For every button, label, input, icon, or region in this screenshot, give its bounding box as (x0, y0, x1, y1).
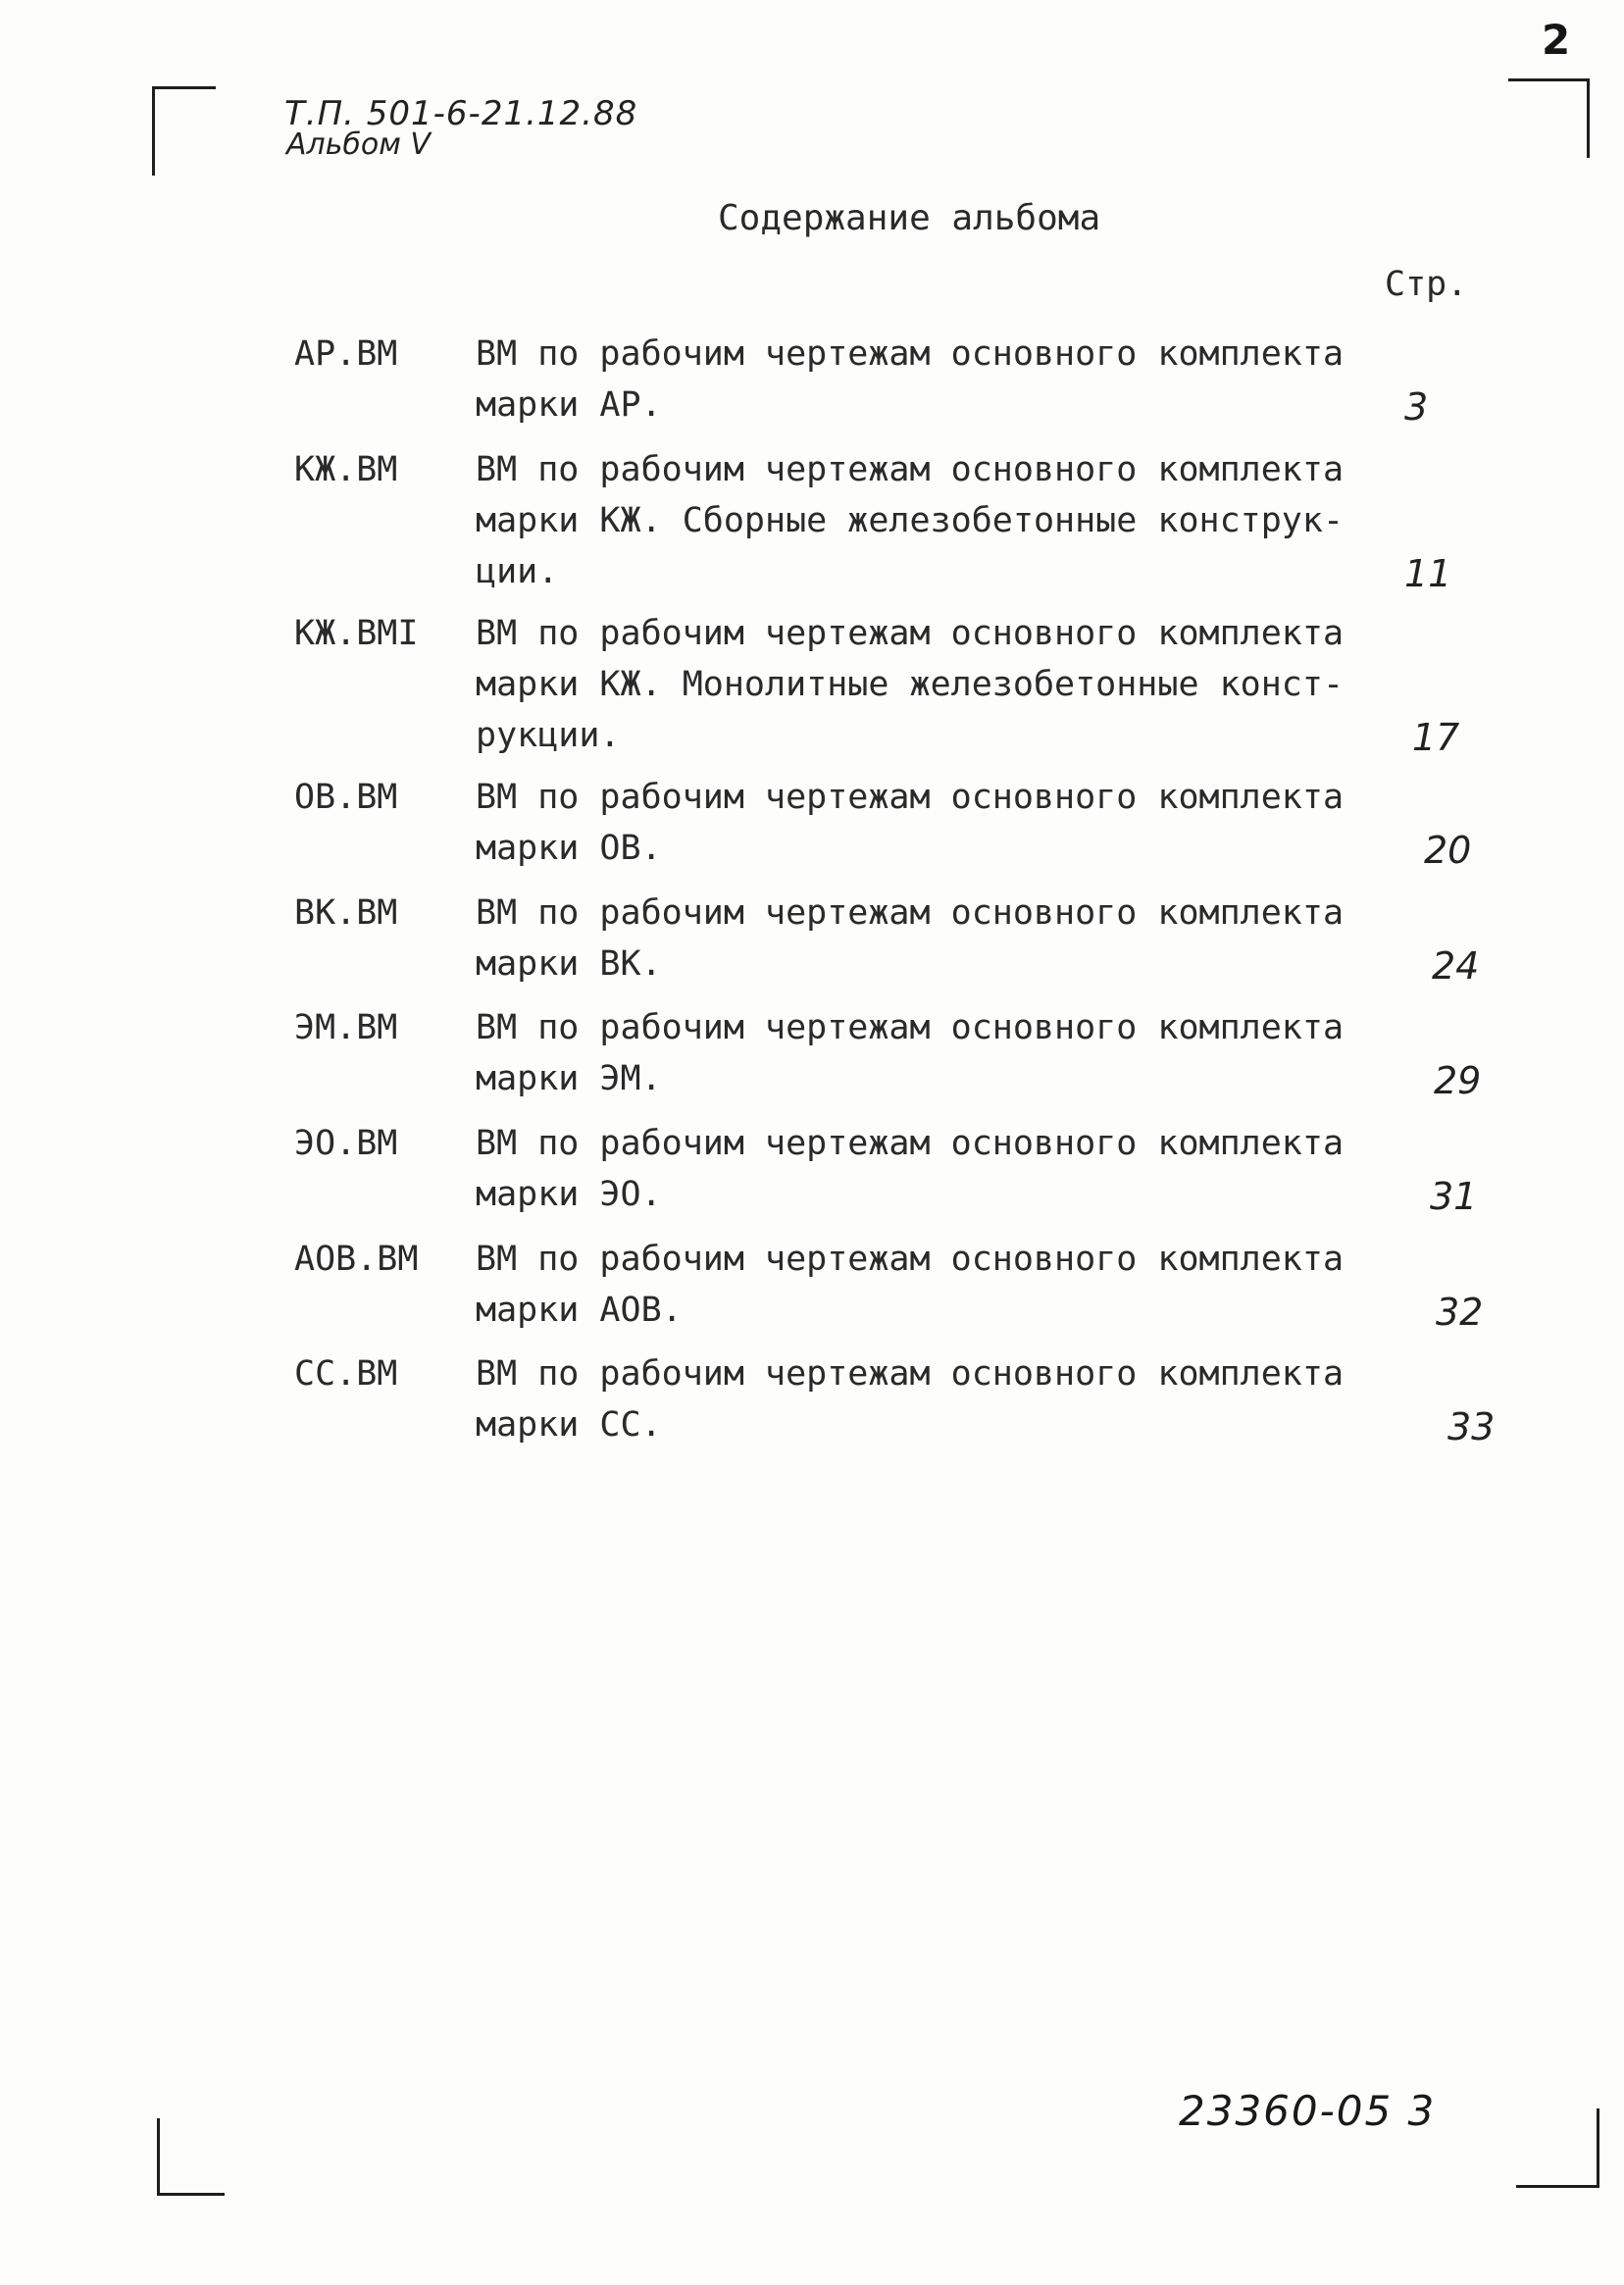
corner-mark-top-left (152, 86, 216, 176)
toc-entry-description-line: ВМ по рабочим чертежам основного комплекта (476, 614, 1345, 653)
toc-entry-description (476, 444, 1344, 597)
corner-mark-bottom-right (1516, 2108, 1599, 2188)
toc-entry-description (476, 1348, 1344, 1450)
toc-entry-description-line: рукции. (476, 716, 621, 755)
toc-entry-description-line: марки КЖ. Сборные железобетонные конструк- (476, 501, 1345, 540)
toc-entry-description-line: ВМ по рабочим чертежам основного комплекта (476, 1240, 1345, 1279)
toc-entry-description-line: ВМ по рабочим чертежам основного комплекта (476, 778, 1345, 817)
toc-entry-page-number: 20 (1424, 829, 1472, 872)
toc-entry-page-number: 32 (1436, 1291, 1484, 1334)
toc-entry-description (476, 1002, 1344, 1104)
toc-entry-description-line: марки ОВ. (476, 829, 662, 868)
toc-entry-description-line: ВМ по рабочим чертежам основного комплекта (476, 893, 1345, 933)
toc-entry-code: КЖ.ВМI (294, 614, 419, 653)
corner-mark-bottom-left (157, 2118, 225, 2196)
page-number: 2 (1542, 16, 1571, 64)
footer-archive-code: 23360-05 3 (1179, 2087, 1437, 2135)
toc-entry-description-line: марки ЭМ. (476, 1059, 662, 1098)
toc-entry-code: АОВ.ВМ (294, 1240, 419, 1279)
toc-entry-description-line: марки КЖ. Монолитные железобетонные конст- (476, 665, 1345, 704)
toc-entry-description (476, 608, 1344, 761)
toc-entry-description-line: ВМ по рабочим чертежам основного комплекта (476, 1354, 1345, 1394)
toc-entry-code: СС.ВМ (294, 1354, 398, 1394)
toc-entry-description-line: ВМ по рабочим чертежам основного комплекта (476, 334, 1345, 374)
toc-entry-description-line: марки СС. (476, 1405, 662, 1445)
toc-entry-description-line: ВМ по рабочим чертежам основного комплекта (476, 1124, 1345, 1163)
toc-entry-page-number: 17 (1412, 716, 1460, 759)
pages-column-header: Стр. (1385, 265, 1468, 304)
toc-entry-description (476, 888, 1344, 990)
toc-entry-page-number: 31 (1430, 1175, 1478, 1218)
toc-entry-description (476, 1234, 1344, 1336)
toc-entry-code: ОВ.ВМ (294, 778, 398, 817)
toc-entry-page-number: 11 (1404, 552, 1452, 595)
toc-entry-code: ЭО.ВМ (294, 1124, 398, 1163)
toc-entry-code: ВК.ВМ (294, 893, 398, 933)
toc-entry-description-line: марки ЭО. (476, 1175, 662, 1214)
page-title: Содержание альбома (718, 198, 1101, 238)
toc-entry-code: КЖ.ВМ (294, 450, 398, 489)
toc-entry-page-number: 3 (1404, 385, 1429, 429)
album-label: Альбом V (286, 127, 431, 162)
toc-entry-description-line: ВМ по рабочим чертежам основного комплекта (476, 450, 1345, 489)
document-code-stamp: Т.П. 501-6-21.12.88 (284, 94, 638, 133)
toc-entry-page-number: 24 (1432, 944, 1480, 988)
toc-entry-code: АР.ВМ (294, 334, 398, 374)
toc-entry-description (476, 329, 1344, 431)
toc-entry-description-line: марки ВК. (476, 944, 662, 984)
toc-entry-description-line: марки АОВ. (476, 1291, 683, 1330)
toc-entry-description (476, 1118, 1344, 1220)
toc-entry-page-number: 29 (1434, 1059, 1482, 1102)
toc-entry-description (476, 772, 1344, 874)
corner-mark-top-right (1508, 78, 1590, 158)
toc-entry-page-number: 33 (1447, 1405, 1496, 1448)
toc-entry-description-line: ВМ по рабочим чертежам основного комплекта (476, 1008, 1345, 1047)
toc-entry-code: ЭМ.ВМ (294, 1008, 398, 1047)
toc-entry-description-line: марки АР. (476, 385, 662, 425)
toc-entry-description-line: ции. (476, 552, 559, 591)
